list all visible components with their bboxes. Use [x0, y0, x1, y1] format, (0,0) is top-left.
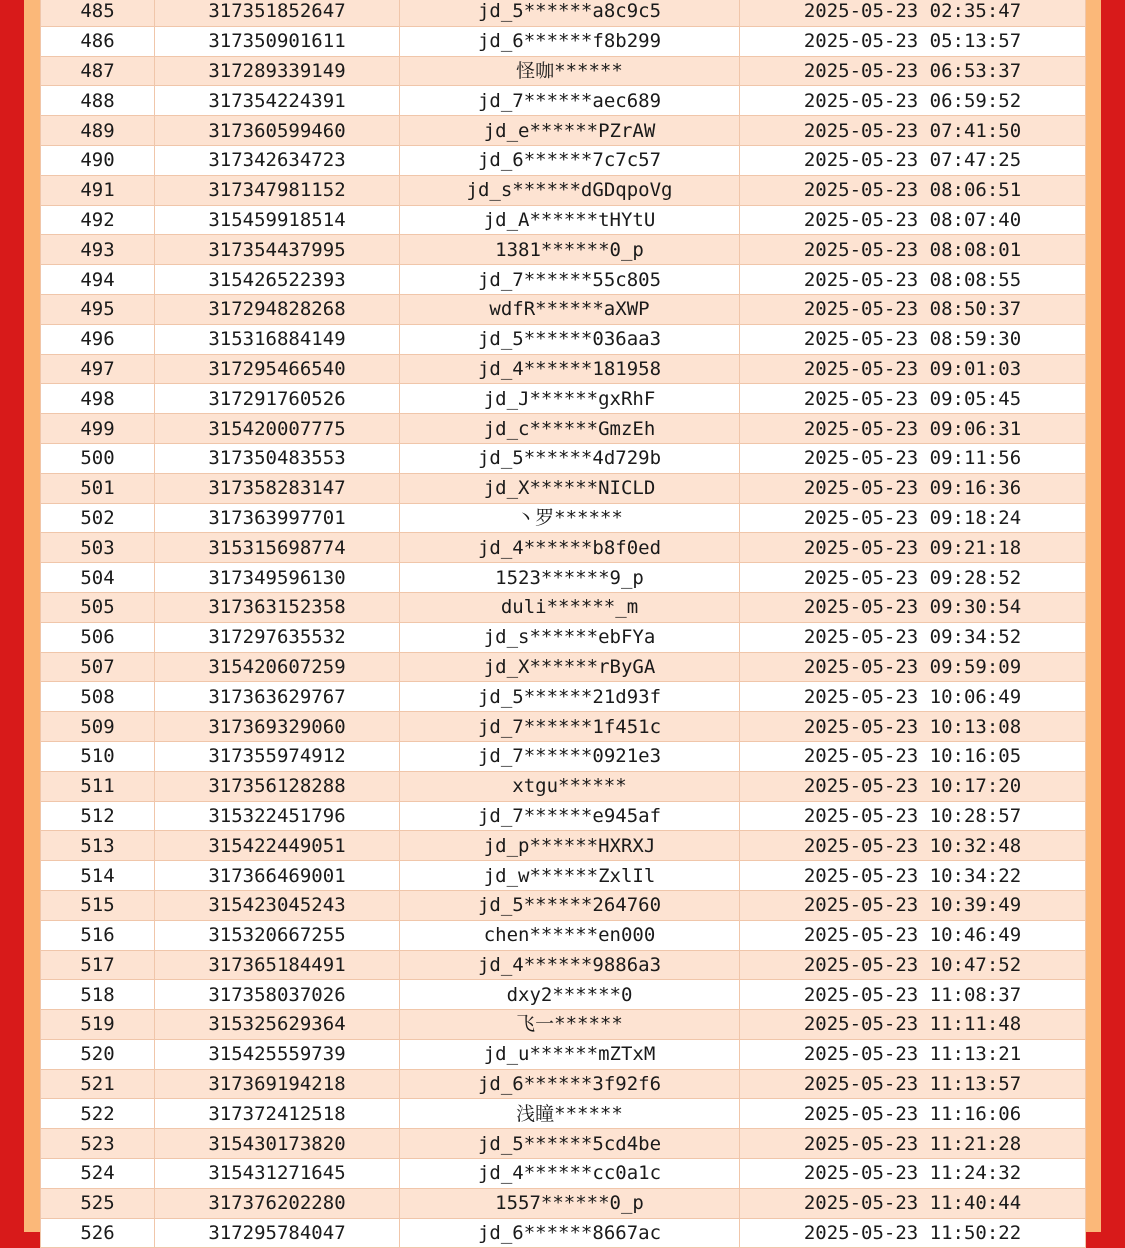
order-id-cell: 317342634723	[155, 145, 400, 175]
order-id-cell: 317350483553	[155, 443, 400, 473]
table-row	[41, 1159, 1086, 1189]
table-row	[41, 1218, 1086, 1248]
timestamp-cell: 2025-05-23 10:13:08	[740, 712, 1086, 742]
user-name-cell: jd_c******GmzEh	[400, 414, 740, 444]
order-id-cell: 317294828268	[155, 294, 400, 324]
timestamp-cell: 2025-05-23 11:24:32	[740, 1159, 1086, 1189]
row-number-cell: 514	[41, 861, 155, 891]
table-row	[41, 1129, 1086, 1159]
table-row	[41, 890, 1086, 920]
timestamp-cell: 2025-05-23 07:41:50	[740, 116, 1086, 146]
user-name-cell: duli******_m	[400, 592, 740, 622]
table-row	[41, 950, 1086, 980]
order-id-cell: 315431271645	[155, 1159, 400, 1189]
row-number-cell: 485	[41, 0, 155, 26]
row-number-cell: 488	[41, 86, 155, 116]
order-id-cell: 317363152358	[155, 592, 400, 622]
table-row	[41, 1010, 1086, 1040]
row-number-cell: 486	[41, 26, 155, 56]
timestamp-cell: 2025-05-23 10:46:49	[740, 920, 1086, 950]
user-name-cell: jd_e******PZrAW	[400, 116, 740, 146]
row-number-cell: 519	[41, 1010, 155, 1040]
table-row	[41, 861, 1086, 891]
order-id-cell: 317354224391	[155, 86, 400, 116]
order-id-cell: 317355974912	[155, 741, 400, 771]
timestamp-cell: 2025-05-23 11:13:21	[740, 1039, 1086, 1069]
user-name-cell: jd_4******181958	[400, 354, 740, 384]
user-name-cell: 1381******0_p	[400, 235, 740, 265]
timestamp-cell: 2025-05-23 11:13:57	[740, 1069, 1086, 1099]
user-name-cell: jd_s******ebFYa	[400, 622, 740, 652]
order-id-cell: 315420007775	[155, 414, 400, 444]
order-id-cell: 317295784047	[155, 1218, 400, 1248]
timestamp-cell: 2025-05-23 09:21:18	[740, 533, 1086, 563]
row-number-cell: 499	[41, 414, 155, 444]
table-row	[41, 801, 1086, 831]
timestamp-cell: 2025-05-23 08:06:51	[740, 175, 1086, 205]
order-id-cell: 317358283147	[155, 473, 400, 503]
user-name-cell: jd_5******264760	[400, 890, 740, 920]
table-row	[41, 86, 1086, 116]
order-id-cell: 317289339149	[155, 56, 400, 86]
timestamp-cell: 2025-05-23 11:11:48	[740, 1010, 1086, 1040]
user-name-cell: jd_7******0921e3	[400, 741, 740, 771]
row-number-cell: 492	[41, 205, 155, 235]
order-id-cell: 315315698774	[155, 533, 400, 563]
order-id-cell: 317350901611	[155, 26, 400, 56]
user-name-cell: jd_w******ZxlIl	[400, 861, 740, 891]
row-number-cell: 491	[41, 175, 155, 205]
winner-table-body	[41, 0, 1086, 1248]
order-id-cell: 317369194218	[155, 1069, 400, 1099]
user-name-cell: jd_7******aec689	[400, 86, 740, 116]
row-number-cell: 522	[41, 1099, 155, 1129]
table-row	[41, 831, 1086, 861]
timestamp-cell: 2025-05-23 10:32:48	[740, 831, 1086, 861]
table-row	[41, 563, 1086, 593]
timestamp-cell: 2025-05-23 09:59:09	[740, 652, 1086, 682]
user-name-cell: jd_A******tHYtU	[400, 205, 740, 235]
table-row	[41, 682, 1086, 712]
table-row	[41, 324, 1086, 354]
row-number-cell: 524	[41, 1159, 155, 1189]
timestamp-cell: 2025-05-23 09:18:24	[740, 503, 1086, 533]
timestamp-cell: 2025-05-23 08:07:40	[740, 205, 1086, 235]
timestamp-cell: 2025-05-23 09:16:36	[740, 473, 1086, 503]
row-number-cell: 512	[41, 801, 155, 831]
row-number-cell: 487	[41, 56, 155, 86]
row-number-cell: 513	[41, 831, 155, 861]
order-id-cell: 315316884149	[155, 324, 400, 354]
timestamp-cell: 2025-05-23 09:11:56	[740, 443, 1086, 473]
table-row	[41, 652, 1086, 682]
row-number-cell: 509	[41, 712, 155, 742]
row-number-cell: 521	[41, 1069, 155, 1099]
table-row	[41, 294, 1086, 324]
order-id-cell: 315322451796	[155, 801, 400, 831]
order-id-cell: 317354437995	[155, 235, 400, 265]
user-name-cell: jd_7******e945af	[400, 801, 740, 831]
row-number-cell: 518	[41, 980, 155, 1010]
order-id-cell: 317356128288	[155, 771, 400, 801]
timestamp-cell: 2025-05-23 09:05:45	[740, 384, 1086, 414]
order-id-cell: 317363629767	[155, 682, 400, 712]
timestamp-cell: 2025-05-23 06:53:37	[740, 56, 1086, 86]
order-id-cell: 317363997701	[155, 503, 400, 533]
timestamp-cell: 2025-05-23 09:28:52	[740, 563, 1086, 593]
row-number-cell: 502	[41, 503, 155, 533]
row-number-cell: 520	[41, 1039, 155, 1069]
user-name-cell: xtgu******	[400, 771, 740, 801]
row-number-cell: 495	[41, 294, 155, 324]
order-id-cell: 315320667255	[155, 920, 400, 950]
table-row	[41, 1188, 1086, 1218]
row-number-cell: 497	[41, 354, 155, 384]
row-number-cell: 490	[41, 145, 155, 175]
row-number-cell: 493	[41, 235, 155, 265]
user-name-cell: jd_5******036aa3	[400, 324, 740, 354]
row-number-cell: 500	[41, 443, 155, 473]
timestamp-cell: 2025-05-23 08:08:55	[740, 265, 1086, 295]
user-name-cell: wdfR******aXWP	[400, 294, 740, 324]
table-row	[41, 26, 1086, 56]
row-number-cell: 516	[41, 920, 155, 950]
order-id-cell: 317295466540	[155, 354, 400, 384]
user-name-cell: jd_p******HXRXJ	[400, 831, 740, 861]
row-number-cell: 511	[41, 771, 155, 801]
table-row	[41, 443, 1086, 473]
order-id-cell: 317297635532	[155, 622, 400, 652]
table-row	[41, 1069, 1086, 1099]
table-row	[41, 175, 1086, 205]
timestamp-cell: 2025-05-23 11:40:44	[740, 1188, 1086, 1218]
user-name-cell: jd_X******rByGA	[400, 652, 740, 682]
table-row	[41, 0, 1086, 26]
table-row	[41, 503, 1086, 533]
row-number-cell: 505	[41, 592, 155, 622]
timestamp-cell: 2025-05-23 07:47:25	[740, 145, 1086, 175]
row-number-cell: 489	[41, 116, 155, 146]
order-id-cell: 317366469001	[155, 861, 400, 891]
timestamp-cell: 2025-05-23 11:08:37	[740, 980, 1086, 1010]
table-row	[41, 205, 1086, 235]
row-number-cell: 517	[41, 950, 155, 980]
table-row	[41, 741, 1086, 771]
table-row	[41, 980, 1086, 1010]
winner-table	[40, 0, 1086, 1248]
user-name-cell: 浅瞳******	[400, 1099, 740, 1129]
order-id-cell: 315422449051	[155, 831, 400, 861]
user-name-cell: jd_5******a8c9c5	[400, 0, 740, 26]
order-id-cell: 317369329060	[155, 712, 400, 742]
user-name-cell: 1523******9_p	[400, 563, 740, 593]
order-id-cell: 317291760526	[155, 384, 400, 414]
timestamp-cell: 2025-05-23 09:06:31	[740, 414, 1086, 444]
timestamp-cell: 2025-05-23 09:34:52	[740, 622, 1086, 652]
user-name-cell: jd_7******1f451c	[400, 712, 740, 742]
order-id-cell: 315425559739	[155, 1039, 400, 1069]
user-name-cell: jd_u******mZTxM	[400, 1039, 740, 1069]
timestamp-cell: 2025-05-23 08:59:30	[740, 324, 1086, 354]
table-row	[41, 56, 1086, 86]
user-name-cell: jd_4******cc0a1c	[400, 1159, 740, 1189]
timestamp-cell: 2025-05-23 09:30:54	[740, 592, 1086, 622]
row-number-cell: 501	[41, 473, 155, 503]
user-name-cell: jd_s******dGDqpoVg	[400, 175, 740, 205]
table-row	[41, 235, 1086, 265]
table-row	[41, 116, 1086, 146]
table-row	[41, 533, 1086, 563]
order-id-cell: 315420607259	[155, 652, 400, 682]
row-number-cell: 510	[41, 741, 155, 771]
timestamp-cell: 2025-05-23 10:16:05	[740, 741, 1086, 771]
row-number-cell: 498	[41, 384, 155, 414]
user-name-cell: jd_4******9886a3	[400, 950, 740, 980]
order-id-cell: 317376202280	[155, 1188, 400, 1218]
order-id-cell: 315459918514	[155, 205, 400, 235]
timestamp-cell: 2025-05-23 06:59:52	[740, 86, 1086, 116]
order-id-cell: 315423045243	[155, 890, 400, 920]
order-id-cell: 317351852647	[155, 0, 400, 26]
order-id-cell: 317349596130	[155, 563, 400, 593]
user-name-cell: 丶罗******	[400, 503, 740, 533]
table-row	[41, 1099, 1086, 1129]
user-name-cell: jd_5******21d93f	[400, 682, 740, 712]
order-id-cell: 317365184491	[155, 950, 400, 980]
user-name-cell: jd_X******NICLD	[400, 473, 740, 503]
row-number-cell: 496	[41, 324, 155, 354]
table-row	[41, 712, 1086, 742]
table-row	[41, 920, 1086, 950]
table-row	[41, 622, 1086, 652]
order-id-cell: 317347981152	[155, 175, 400, 205]
user-name-cell: jd_6******8667ac	[400, 1218, 740, 1248]
order-id-cell: 315325629364	[155, 1010, 400, 1040]
user-name-cell: 1557******0_p	[400, 1188, 740, 1218]
table-row	[41, 414, 1086, 444]
user-name-cell: dxy2******0	[400, 980, 740, 1010]
row-number-cell: 507	[41, 652, 155, 682]
row-number-cell: 515	[41, 890, 155, 920]
order-id-cell: 317358037026	[155, 980, 400, 1010]
timestamp-cell: 2025-05-23 09:01:03	[740, 354, 1086, 384]
user-name-cell: jd_J******gxRhF	[400, 384, 740, 414]
table-row	[41, 265, 1086, 295]
row-number-cell: 504	[41, 563, 155, 593]
row-number-cell: 525	[41, 1188, 155, 1218]
user-name-cell: jd_7******55c805	[400, 265, 740, 295]
order-id-cell: 317372412518	[155, 1099, 400, 1129]
winner-list-sheet	[40, 0, 1085, 1248]
timestamp-cell: 2025-05-23 11:21:28	[740, 1129, 1086, 1159]
order-id-cell: 315430173820	[155, 1129, 400, 1159]
timestamp-cell: 2025-05-23 10:34:22	[740, 861, 1086, 891]
user-name-cell: 怪咖******	[400, 56, 740, 86]
row-number-cell: 508	[41, 682, 155, 712]
user-name-cell: jd_4******b8f0ed	[400, 533, 740, 563]
user-name-cell: jd_6******f8b299	[400, 26, 740, 56]
timestamp-cell: 2025-05-23 08:08:01	[740, 235, 1086, 265]
row-number-cell: 494	[41, 265, 155, 295]
table-row	[41, 771, 1086, 801]
order-id-cell: 315426522393	[155, 265, 400, 295]
timestamp-cell: 2025-05-23 05:13:57	[740, 26, 1086, 56]
table-row	[41, 592, 1086, 622]
user-name-cell: jd_5******5cd4be	[400, 1129, 740, 1159]
timestamp-cell: 2025-05-23 11:16:06	[740, 1099, 1086, 1129]
timestamp-cell: 2025-05-23 02:35:47	[740, 0, 1086, 26]
user-name-cell: jd_5******4d729b	[400, 443, 740, 473]
user-name-cell: 飞一******	[400, 1010, 740, 1040]
timestamp-cell: 2025-05-23 10:47:52	[740, 950, 1086, 980]
timestamp-cell: 2025-05-23 10:17:20	[740, 771, 1086, 801]
table-panel	[24, 0, 1101, 1245]
timestamp-cell: 2025-05-23 10:06:49	[740, 682, 1086, 712]
row-number-cell: 506	[41, 622, 155, 652]
timestamp-cell: 2025-05-23 10:39:49	[740, 890, 1086, 920]
row-number-cell: 503	[41, 533, 155, 563]
table-row	[41, 145, 1086, 175]
table-row	[41, 354, 1086, 384]
table-row	[41, 1039, 1086, 1069]
user-name-cell: chen******en000	[400, 920, 740, 950]
table-row	[41, 473, 1086, 503]
row-number-cell: 523	[41, 1129, 155, 1159]
timestamp-cell: 2025-05-23 10:28:57	[740, 801, 1086, 831]
user-name-cell: jd_6******3f92f6	[400, 1069, 740, 1099]
timestamp-cell: 2025-05-23 08:50:37	[740, 294, 1086, 324]
user-name-cell: jd_6******7c7c57	[400, 145, 740, 175]
order-id-cell: 317360599460	[155, 116, 400, 146]
row-number-cell: 526	[41, 1218, 155, 1248]
timestamp-cell: 2025-05-23 11:50:22	[740, 1218, 1086, 1248]
table-row	[41, 384, 1086, 414]
